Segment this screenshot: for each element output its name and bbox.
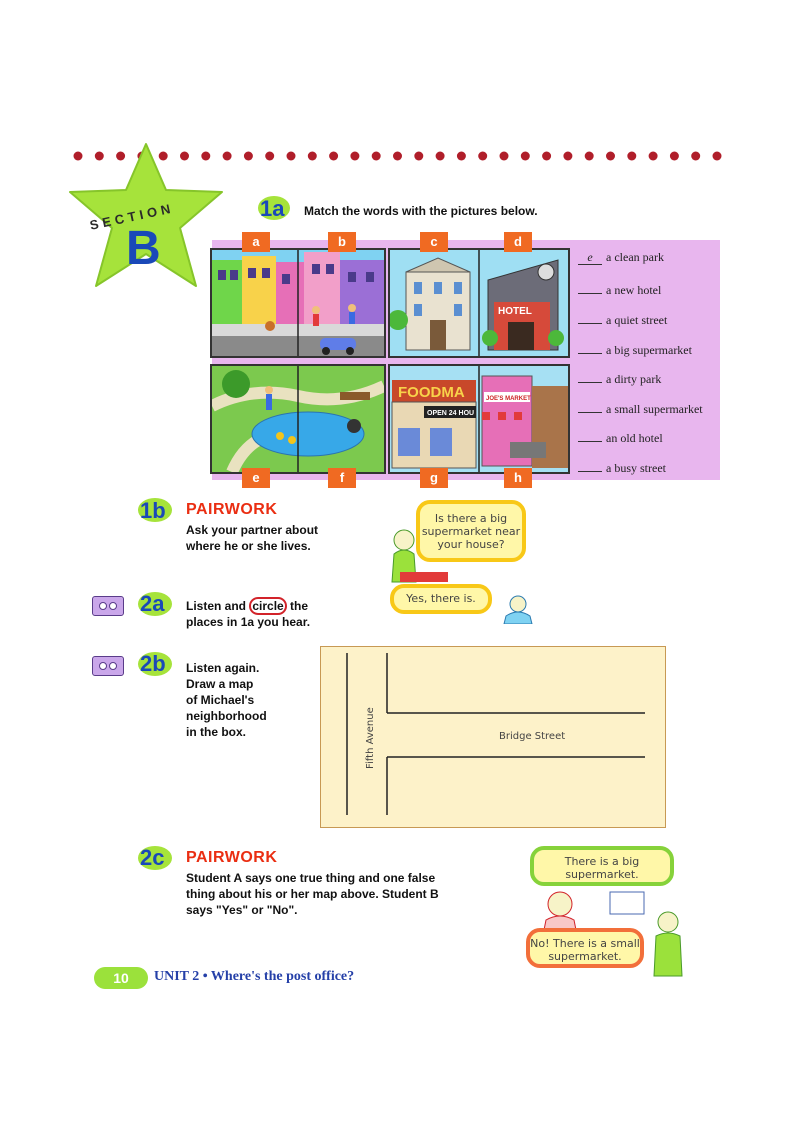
bubble-line: Is there a big bbox=[434, 512, 508, 525]
pairwork-title: PAIRWORK bbox=[186, 849, 278, 866]
rule-dot bbox=[350, 152, 359, 161]
exercise-1a-instruction: Match the words with the pictures below. bbox=[304, 204, 538, 218]
exercise-2b-line: of Michael's bbox=[186, 693, 255, 707]
rule-dot bbox=[414, 152, 423, 161]
fifth-avenue-label: Fifth Avenue bbox=[365, 707, 376, 769]
word-text: a big supermarket bbox=[606, 343, 692, 357]
rule-dot bbox=[287, 152, 296, 161]
rule-dot bbox=[563, 152, 572, 161]
rule-dot bbox=[627, 152, 636, 161]
exercise-2a-line2: places in 1a you hear. bbox=[186, 615, 311, 629]
bubble-line: supermarket. bbox=[548, 950, 622, 963]
page-number: 10 bbox=[94, 967, 148, 989]
rule-dot bbox=[308, 152, 317, 161]
bubble-line: supermarket. bbox=[565, 868, 639, 881]
exercise-2b-line: in the box. bbox=[186, 725, 246, 739]
unit-label: UNIT 2 bbox=[154, 969, 200, 984]
exercise-number-1b: 1b bbox=[140, 498, 166, 523]
exercise-1b-line1: Ask your partner about bbox=[186, 523, 319, 537]
picture-hotels bbox=[388, 248, 570, 358]
hotel-sign: HOTEL bbox=[498, 306, 532, 317]
picture-supermarkets bbox=[388, 364, 570, 474]
word-text: a new hotel bbox=[606, 283, 662, 297]
word-item bbox=[578, 280, 661, 298]
speech-bubble-question bbox=[416, 500, 526, 562]
word-text: a clean park bbox=[606, 250, 664, 264]
word-item bbox=[578, 250, 664, 265]
picture-label-d: d bbox=[504, 232, 532, 252]
cassette-icon bbox=[92, 656, 124, 676]
rule-dot bbox=[244, 152, 253, 161]
exercise-number-1a: 1a bbox=[260, 196, 285, 221]
rule-dot bbox=[436, 152, 445, 161]
word-text: a small supermarket bbox=[606, 402, 703, 416]
word-text: a busy street bbox=[606, 461, 666, 475]
exercise-number-2a: 2a bbox=[140, 591, 165, 616]
map-drawing-box[interactable] bbox=[320, 646, 666, 828]
answer-blank[interactable]: e bbox=[578, 251, 602, 265]
bridge-street-label: Bridge Street bbox=[499, 731, 566, 742]
speech-bubble-true bbox=[530, 846, 674, 886]
speech-bubble-answer: Yes, there is. bbox=[390, 584, 492, 614]
section-word: SECTION bbox=[88, 200, 176, 233]
exercise-number-2b: 2b bbox=[140, 651, 166, 676]
text-fragment: the bbox=[286, 599, 309, 613]
rule-dot bbox=[670, 152, 679, 161]
circled-word: circle bbox=[249, 597, 286, 615]
rule-dot bbox=[457, 152, 466, 161]
word-item bbox=[578, 340, 692, 358]
joes-market-sign: JOE'S MARKET bbox=[486, 396, 531, 402]
bubble-line: supermarket near bbox=[421, 525, 521, 538]
rule-dot bbox=[372, 152, 381, 161]
word-item bbox=[578, 458, 666, 476]
footer-unit-title bbox=[154, 969, 354, 985]
rule-dot bbox=[265, 152, 274, 161]
exercise-number-2c: 2c bbox=[140, 845, 165, 870]
exercise-2c-line: says "Yes" or "No". bbox=[186, 903, 298, 917]
exercise-2c-line: thing about his or her map above. Student B bbox=[186, 887, 439, 901]
park-illustration bbox=[212, 366, 384, 472]
rule-dot bbox=[649, 152, 658, 161]
section-star-badge bbox=[66, 140, 226, 290]
picture-busy-street bbox=[210, 248, 386, 358]
rule-dot bbox=[478, 152, 487, 161]
picture-label-a: a bbox=[242, 232, 270, 252]
rule-dot bbox=[713, 152, 722, 161]
answer-blank[interactable] bbox=[578, 310, 602, 324]
bubble-line: There is a big bbox=[564, 855, 640, 868]
pairwork-title: PAIRWORK bbox=[186, 501, 278, 518]
text-fragment: Listen and bbox=[186, 599, 250, 613]
answer-blank[interactable] bbox=[578, 428, 602, 442]
picture-label-e: e bbox=[242, 468, 270, 488]
rule-dot bbox=[691, 152, 700, 161]
answer-blank[interactable] bbox=[578, 280, 602, 294]
word-item bbox=[578, 310, 667, 328]
answer-blank[interactable] bbox=[578, 399, 602, 413]
section-letter: B bbox=[126, 222, 161, 275]
foodmart-sign: FOODMA bbox=[398, 384, 465, 401]
word-item bbox=[578, 369, 661, 387]
word-text: a quiet street bbox=[606, 313, 668, 327]
exercise-2b-line: neighborhood bbox=[186, 709, 267, 723]
answer-blank[interactable] bbox=[578, 340, 602, 354]
rule-dot bbox=[585, 152, 594, 161]
bubble-line: No! There is a small bbox=[530, 937, 640, 950]
supermarkets-illustration bbox=[390, 366, 568, 472]
bullet: • bbox=[202, 969, 208, 984]
unit-title: Where's the post office? bbox=[210, 969, 355, 984]
street-illustration bbox=[212, 250, 384, 356]
picture-label-g: g bbox=[420, 468, 448, 488]
picture-label-f: f bbox=[328, 468, 356, 488]
cassette-icon bbox=[92, 596, 124, 616]
speech-bubble-false bbox=[526, 928, 644, 968]
picture-park bbox=[210, 364, 386, 474]
exercise-2b-line: Draw a map bbox=[186, 677, 254, 691]
exercise-2a-line1 bbox=[186, 598, 308, 614]
answer-blank[interactable] bbox=[578, 369, 602, 383]
picture-label-c: c bbox=[420, 232, 448, 252]
word-text: a dirty park bbox=[606, 372, 662, 386]
rule-dot bbox=[329, 152, 338, 161]
picture-label-h: h bbox=[504, 468, 532, 488]
rule-dot bbox=[500, 152, 509, 161]
rule-dot bbox=[393, 152, 402, 161]
word-text: an old hotel bbox=[606, 431, 663, 445]
picture-label-b: b bbox=[328, 232, 356, 252]
word-item bbox=[578, 399, 703, 417]
bubble-line: your house? bbox=[437, 538, 505, 551]
exercise-1b-line2: where he or she lives. bbox=[186, 539, 311, 553]
word-item bbox=[578, 428, 663, 446]
rule-dot bbox=[542, 152, 551, 161]
hotels-illustration bbox=[390, 250, 568, 356]
answer-blank[interactable] bbox=[578, 458, 602, 472]
rule-dot bbox=[606, 152, 615, 161]
rule-dot bbox=[521, 152, 530, 161]
exercise-2b-line: Listen again. bbox=[186, 661, 260, 675]
open-sign: OPEN 24 HOU bbox=[427, 410, 475, 417]
street-map bbox=[321, 647, 665, 827]
exercise-2c-line: Student A says one true thing and one false bbox=[186, 871, 436, 885]
